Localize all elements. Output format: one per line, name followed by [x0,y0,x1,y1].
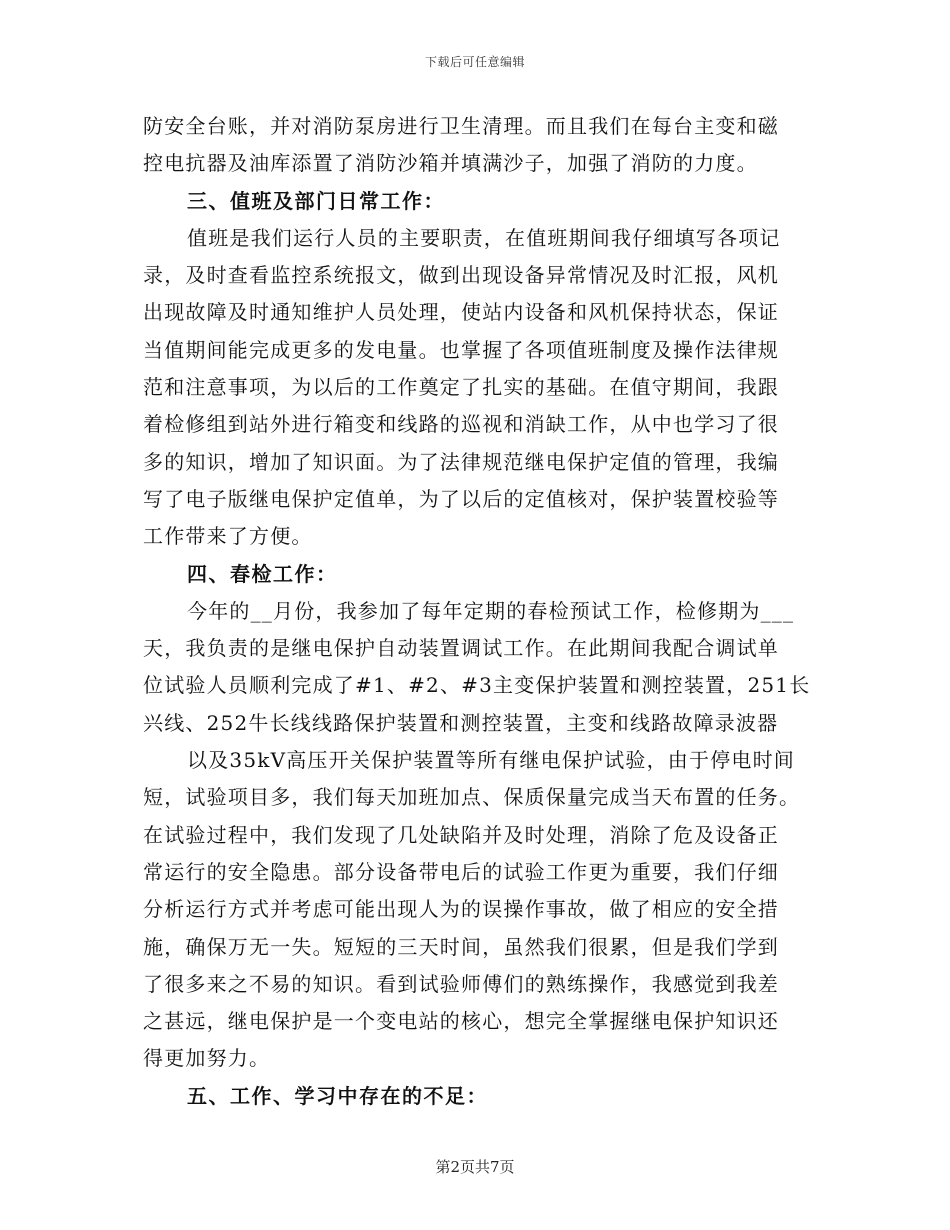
body-line: 多的知识，增加了知识面。为了法律规范继电保护定值的管理，我编 [143,449,779,474]
body-line: 分析运行方式并考虑可能出现人为的误操作事故，做了相应的安全措 [143,897,779,922]
document-body [143,108,811,1115]
page-header-note: 下载后可任意编辑 [424,55,525,69]
body-line: 之甚远，继电保护是一个变电站的核心，想完全掌握继电保护知识还 [143,1009,779,1034]
section-heading: 四、春检工作： [187,561,338,586]
body-line: 录，及时查看监控系统报文，做到出现设备异常情况及时汇报，风机 [143,263,779,288]
body-line: 了很多来之不易的知识。看到试验师傅们的熟练操作，我感觉到我差 [143,971,779,996]
body-line: 着检修组到站外进行箱变和线路的巡视和消缺工作，从中也学习了很 [143,412,779,437]
body-line: 得更加努力。 [143,1046,271,1071]
body-line: 今年的__月份，我参加了每年定期的春检预试工作，检修期为___ [187,598,795,623]
body-line: 在试验过程中，我们发现了几处缺陷并及时处理，消除了危及设备正 [143,822,779,847]
body-line: 常运行的安全隐患。部分设备带电后的试验工作更为重要，我们仔细 [143,859,779,884]
body-line: 控电抗器及油库添置了消防沙箱并填满沙子，加强了消防的力度。 [143,151,758,176]
body-line: 以及35kV高压开关保护装置等所有继电保护试验，由于停电时间 [187,748,796,773]
body-line: 当值期间能完成更多的发电量。也掌握了各项值班制度及操作法律规 [143,337,779,362]
body-line: 防安全台账，并对消防泵房进行卫生清理。而且我们在每台主变和磁 [143,114,779,138]
body-line: 位试验人员顺利完成了#1、#2、#3主变保护装置和测控装置，251长 [143,673,811,698]
body-line: 写了电子版继电保护定值单，为了以后的定值核对，保护装置校验等 [143,486,779,511]
section-heading: 三、值班及部门日常工作： [187,188,445,213]
body-line: 天，我负责的是继电保护自动装置调试工作。在此期间我配合调试单 [143,636,779,661]
body-line: 施，确保万无一失。短短的三天时间，虽然我们很累，但是我们学到 [143,934,779,959]
body-line: 兴线、252牛长线线路保护装置和测控装置，主变和线路故障录波器 [143,710,779,735]
body-line: 值班是我们运行人员的主要职责，在值班期间我仔细填写各项记 [187,225,781,250]
body-line: 出现故障及时通知维护人员处理，使站内设备和风机保持状态，保证 [143,300,779,325]
page-number-footer: 第2页共7页 [435,1158,515,1176]
body-line: 工作带来了方便。 [143,524,313,549]
body-line: 短，试验项目多，我们每天加班加点、保质保量完成当天布置的任务。 [143,785,801,810]
section-heading: 五、工作、学习中存在的不足： [187,1083,488,1108]
body-line: 范和注意事项，为以后的工作奠定了扎实的基础。在值守期间，我跟 [143,375,779,400]
